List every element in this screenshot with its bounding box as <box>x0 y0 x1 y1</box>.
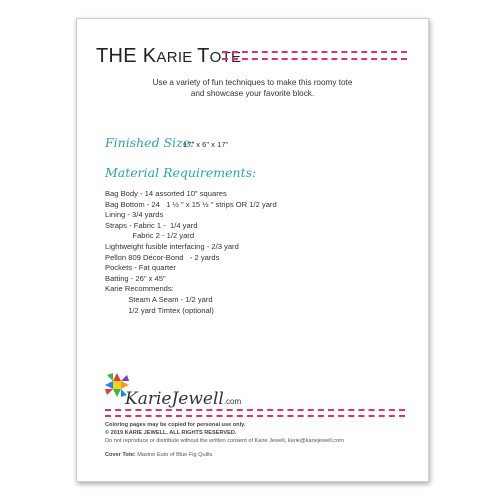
finished-size-value: 17" x 6" x 17" <box>183 140 229 149</box>
title-k: K <box>142 45 157 67</box>
material-line: Lining - 3/4 yards <box>105 210 164 220</box>
footer <box>105 421 344 459</box>
logo-wordmark <box>125 389 241 409</box>
footer-divider-top <box>105 409 405 411</box>
title-the: THE <box>96 45 143 67</box>
title-arie: ARIE <box>156 49 198 66</box>
material-line: Straps - Fabric 1 - 1/4 yard <box>105 220 198 230</box>
page-title <box>96 45 241 68</box>
material-line: Pellon 809 Décor-Bond - 2 yards <box>105 252 220 262</box>
copyright: © 2019 KARIE JEWELL. ALL RIGHTS RESERVED. <box>105 430 237 436</box>
material-line: 1/2 yard Timtex (optional) <box>105 305 214 315</box>
intro-line: Use a variety of fun techniques to make this roomy tote <box>152 78 353 87</box>
footer-divider-bottom <box>105 415 405 417</box>
material-requirements-label: Material Requirements: <box>105 165 257 180</box>
material-line: Bag Body - 14 assorted 10" squares <box>105 189 227 198</box>
title-divider-top <box>222 51 407 53</box>
intro-text <box>117 77 388 99</box>
title-divider-bottom <box>222 58 407 60</box>
cover-credit <box>105 451 344 459</box>
finished-size-label: Finished Size: <box>105 135 195 150</box>
material-line: Fabric 2 - 1/2 yard <box>105 231 195 241</box>
material-line: Bag Bottom - 24 1 ½ " x 15 ½ " strips OR 1/2 yard <box>105 199 277 209</box>
logo-suffix: .com <box>223 397 242 406</box>
intro-line: and showcase your favorite block. <box>190 89 315 98</box>
material-line: Karie Recommends: <box>105 284 174 294</box>
title-t: T <box>197 45 210 67</box>
distribution-notice: Do not reproduce or distribute without the written consent of Karie Jewell, karie@kariejewell.com <box>105 438 344 444</box>
material-line: Lightweight fusible interfacing - 2/3 yard <box>105 241 239 251</box>
copy-notice: Coloring pages may be copied for personal use only. <box>105 422 246 428</box>
materials-list <box>105 189 277 316</box>
material-line: Steam A Seam - 1/2 yard <box>105 294 213 304</box>
title-ote: OTE <box>209 49 242 66</box>
credit-label: Cover Tote: <box>105 452 136 458</box>
material-line: Batting - 26" x 45" <box>105 273 166 283</box>
credit-value: Maxine Euto of Blue Fig Quilts <box>137 452 213 458</box>
pattern-page <box>76 18 429 482</box>
logo-name: KarieJewell <box>125 389 224 409</box>
material-line: Pockets - Fat quarter <box>105 263 176 273</box>
